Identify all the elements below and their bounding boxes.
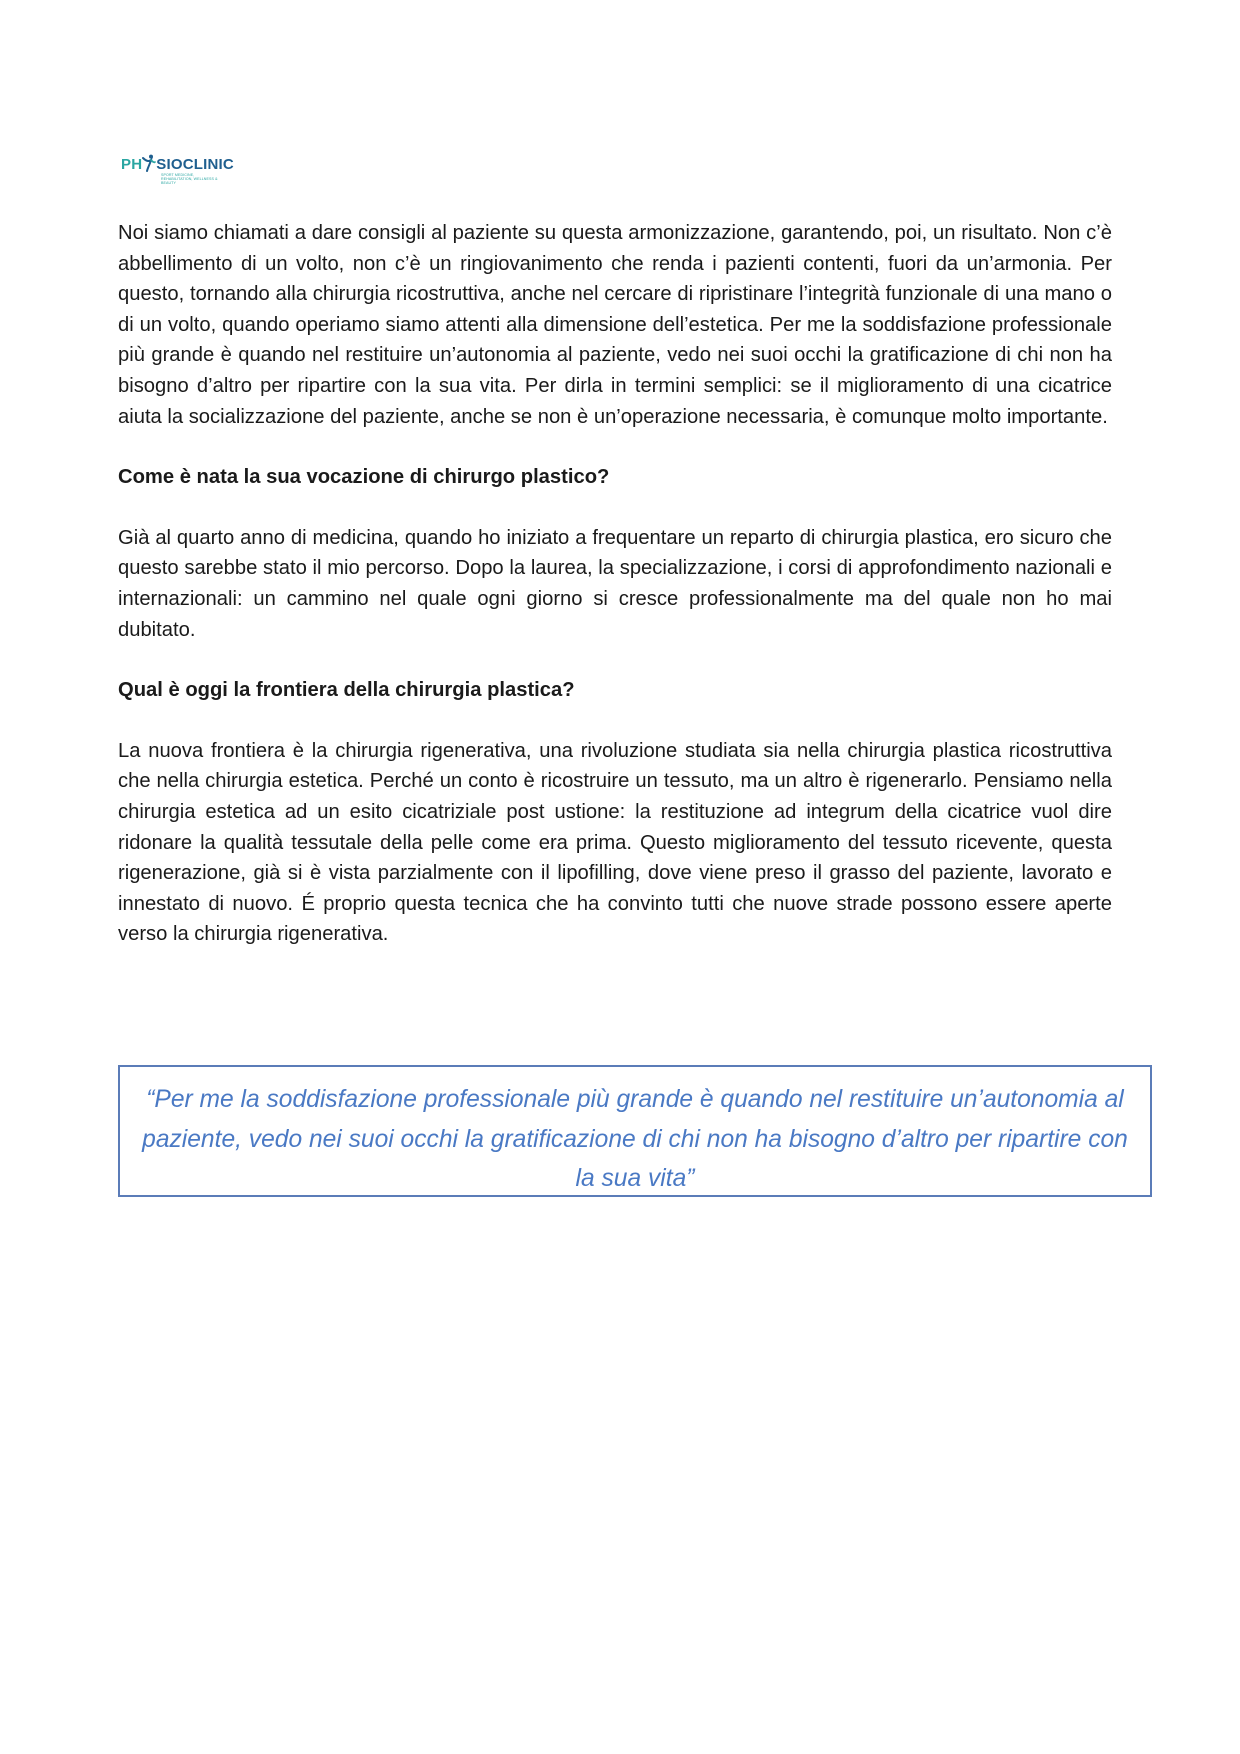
athlete-figure-icon (142, 154, 156, 172)
pull-quote-box (118, 1065, 1152, 1197)
spacer (118, 493, 1112, 523)
interview-answer: La nuova frontiera è la chirurgia rigenerativa, una rivoluzione studiata sia nella chirurgia plastica ricostruttiva che nella chirurgia estetica. Perché un conto è ricostruire un tessuto, ma un altro è rigenerarlo. Pensiamo nella chirurgia estetica ad un esito cicatriziale post ustione: la restituzione ad integrum della cicatrice vuol dire ridonare la qualità tessutale della pelle come era prima. Questo miglioramento del tessuto ricevente, questa rigenerazione, già si è vista parzialmente con il lipofilling, dove viene preso il grasso del paziente, lavorato e innestato di nuovo. É proprio questa tecnica che ha convinto tutti che nuove strade possono essere aperte verso la chirurgia rigenerativa. (118, 739, 1112, 946)
interview-answer: Già al quarto anno di medicina, quando ho iniziato a frequentare un reparto di chirurgia plastica, ero sicuro che questo sarebbe stato il mio percorso. Dopo la laurea, la specializzazione, i corsi di approfondimento nazionali e internazionali: un cammino nel quale ogni giorno si cresce professionalmente ma del quale non ho mai dubitato. (118, 526, 1112, 641)
physioclinic-logo (121, 150, 251, 186)
interview-question: Come è nata la sua vocazione di chirurgo plastico? (118, 466, 610, 489)
spacer (118, 706, 1112, 736)
article-body (118, 218, 1112, 950)
logo-tagline: SPORT MEDICINE, REHABILITATION, WELLNESS & BEAUTY (161, 173, 218, 186)
article-paragraph: Noi siamo chiamati a dare consigli al paziente su questa armonizzazione, garantendo, poi, un risultato. Non c’è abbellimento di un volto, non c’è un ringiovanimento che renda i pazienti contenti, fuori da un’armonia. Per questo, tornando alla chirurgia ricostruttiva, anche nel cercare di ripristinare l’integrità funzionale di una mano o di un volto, quando operiamo siamo attenti alla dimensione dell’estetica. Per me la soddisfazione professionale più grande è quando nel restituire un’autonomia al paziente, vedo nei suoi occhi la gratificazione di chi non ha bisogno d’altro per ripartire con la sua vita. Per dirla in termini semplici: se il miglioramento di una cicatrice aiuta la socializzazione del paziente, anche se non è un’operazione necessaria, è comunque molto importante. (118, 222, 1112, 428)
pull-quote-text: “Per me la soddisfazione professionale più grande è quando nel restituire un’autonomia al paziente, vedo nei suoi occhi la gratificazione di chi non ha bisogno d’altro per ripartire con la sua vita” (142, 1086, 1128, 1192)
logo-text-part2: SIOCLINIC (156, 156, 234, 173)
logo-wordmark (121, 154, 234, 173)
interview-question: Qual è oggi la frontiera della chirurgia plastica? (118, 679, 575, 702)
logo-text-part1: PH (121, 156, 143, 173)
spacer (118, 432, 1112, 462)
spacer (118, 645, 1112, 675)
